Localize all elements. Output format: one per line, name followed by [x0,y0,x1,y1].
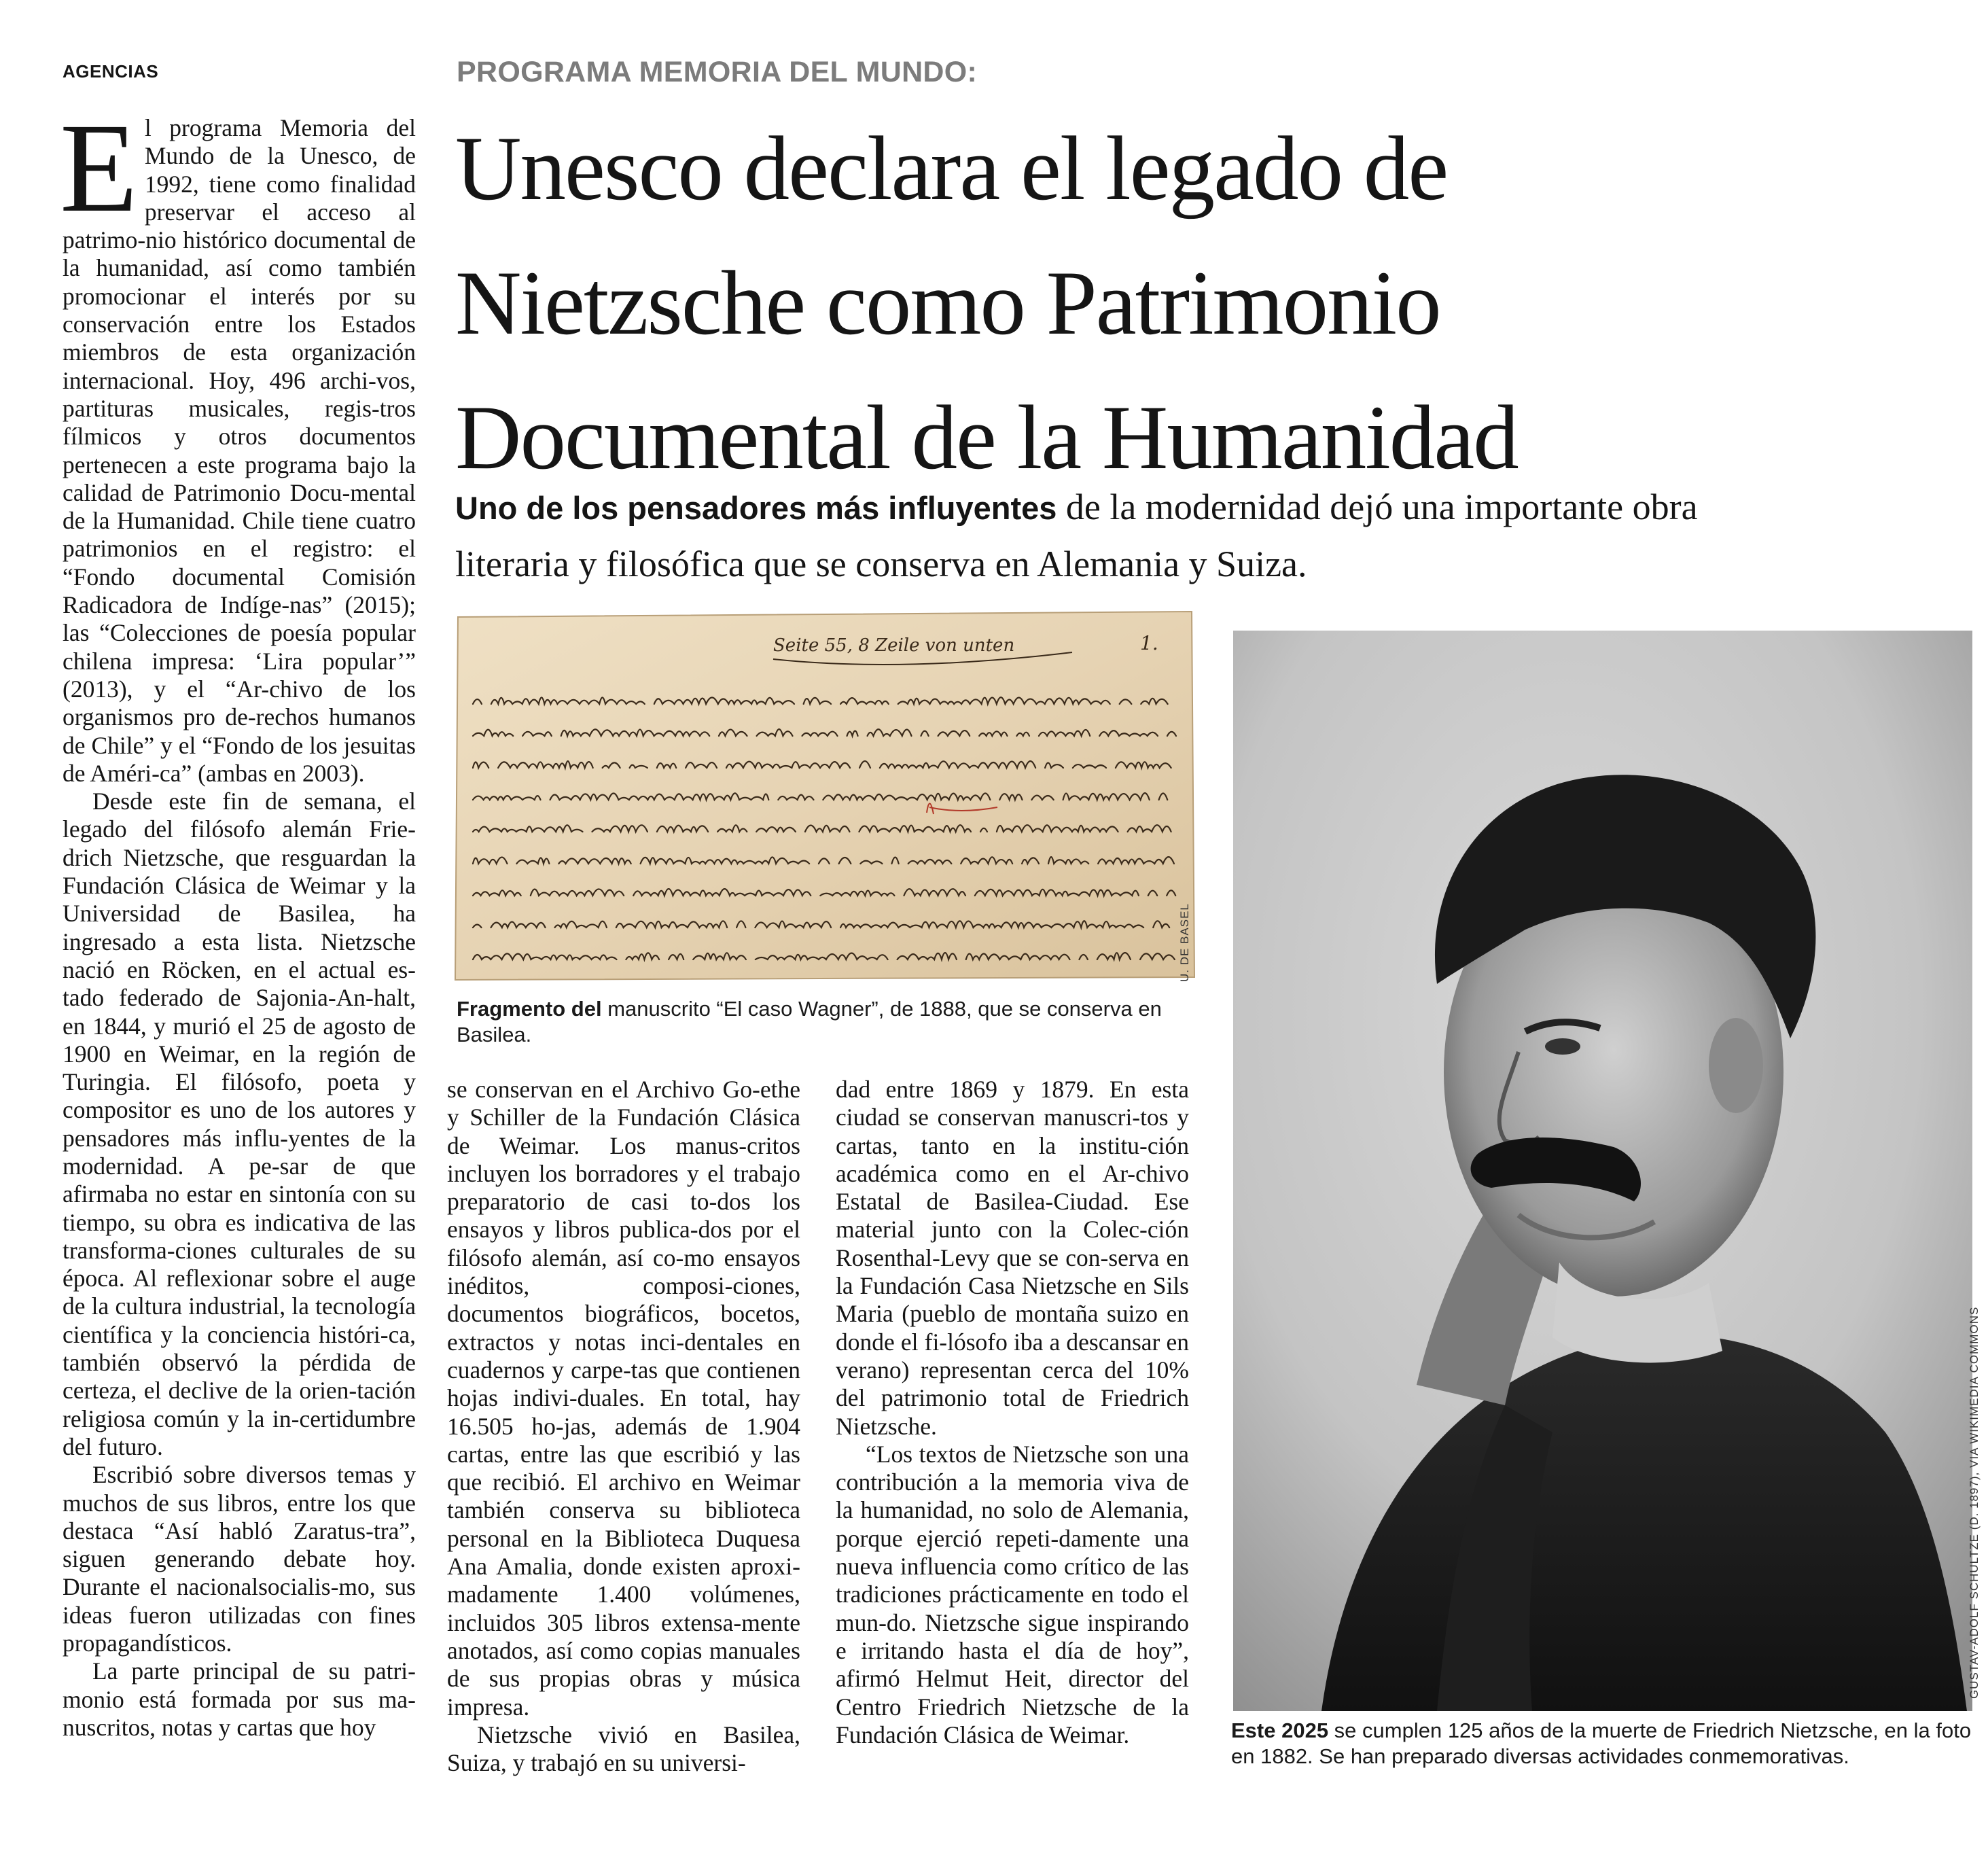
paragraph: dad entre 1869 y 1879. En esta ciudad se conservan manuscri-tos y cartas, tanto en la institu-ción académica como en el Ar-chivo Estatal de Basilea-Ciudad. Ese material junto con la Colec-ción Rosenthal-Levy que se con-serva en la Fundación Casa Nietzsche en Sils Maria (pueblo de montaña suizo en donde el fi-lósofo iba a descansar en verano) representan cerca del 10% del patrimonio total de Friedrich Nietzsche. [836,1076,1189,1440]
manuscript-page-number: 1. [1140,632,1158,654]
manuscript-header: Seite 55, 8 Zeile von unten [773,635,1015,656]
manuscript-caption [457,996,1197,1048]
dek [455,479,1970,592]
paragraph: Desde este fin de semana, el legado del filósofo alemán Frie-drich Nietzsche, que resguardan la Fundación Clásica de Weimar y la Universidad de Basilea, ha ingresado a esta lista. Nietzsche nació en Röcken, en el actual es-tado federado de Sajonia-An-halt, en 1844, y murió el 25 de agosto de 1900 en Weimar, en la región de Turingia. El filósofo, poeta y compositor es uno de los autores y pensadores más influ-yentes de la modernidad. A pe-sar de que afirmaba no estar en sintonía con su tiempo, su obra es indicativa de las transforma-ciones culturales de su época. Al reflexionar sobre el auge de la cultura industrial, la tecnología científica y la conciencia históri-ca, también observó la pérdida de certeza, el declive de la orien-tación religiosa común y la in-certidumbre del futuro. [63,788,416,1460]
paragraph: Escribió sobre diversos temas y muchos de sus libros, entre los que destaca “Así habló Zaratus-tra”, siguen generando debate hoy. Durante el nacionalsocialis-mo, sus ideas fueron utilizadas con fines propagandísticos. [63,1461,416,1657]
headline-line-3: Documental de la Humanidad [455,387,1518,489]
dek-lead: Uno de los pensadores más influyentes [455,490,1057,526]
portrait-credit: GUSTAV-ADOLF SCHULTZE (D. 1897), VIA WIKIMEDIA COMMONS [1968,1306,1981,1699]
manuscript-image [454,610,1196,981]
paragraph: La parte principal de su patri-monio está formada por sus ma-nuscritos, notas y cartas que hoy [63,1657,416,1741]
dek-line-2: literaria y filosófica que se conserva en Alemania y Suiza. [455,544,1307,584]
body-column-3 [836,1076,1189,1749]
paragraph: se conservan en el Archivo Go-ethe y Schiller de la Fundación Clásica de Weimar. Los manus-critos incluyen los borradores y el trabajo preparatorio de casi to-dos los ensayos y libros publica-dos por el filósofo alemán, así co-mo ensayos inéditos, composi-ciones, documentos biográficos, bocetos, extractos y notas inci-dentales en cuadernos y carpe-tas que contienen hojas indivi-duales. En total, hay 16.505 ho-jas, además de 1.904 cartas, entre las que escribió y las que recibió. El archivo en Weimar también conserva su biblioteca personal en la Biblioteca Duquesa Ana Amalia, donde existen aproxi-madamente 1.400 volúmenes, incluidos 305 libros extensa-mente anotados, así como copias manuales de sus propias obras y música impresa. [447,1076,800,1721]
portrait-photo [1233,631,1972,1711]
portrait-caption-lead: Este 2025 [1231,1718,1329,1742]
body-column-1 [60,96,416,1742]
byline: AGENCIAS [63,61,159,82]
portrait-caption-text: se cumplen 125 años de la muerte de Friedrich Nietzsche, en la foto en 1882. Se han preparado diversas actividades conmemorativas. [1231,1718,1972,1768]
portrait-caption [1231,1718,1978,1769]
kicker: PROGRAMA MEMORIA DEL MUNDO: [457,56,978,88]
paragraph [60,96,416,788]
headline-line-1: Unesco declara el legado de [455,118,1448,219]
headline-line-2: Nietzsche como Patrimonio [455,253,1440,354]
paragraph: “Los textos de Nietzsche son una contribución a la memoria viva de la humanidad, no solo de Alemania, porque ejerció repeti-damente una nueva influencia como crítico de las tradiciones prácticamente en todo el mun-do. Nietzsche sigue inspirando e irritando hasta el día de hoy”, afirmó Helmut Heit, director del Centro Friedrich Nietzsche de la Fundación Clásica de Weimar. [836,1440,1189,1748]
paragraph-text: l programa Memoria del Mundo de la Unesco, de 1992, tiene como finalidad preservar el acceso al patrimo-nio histórico documental de la humanidad, así como también promocionar el interés por su conservación entre los Estados miembros de esta organización internacional. Hoy, 496 archi-vos, partituras musicales, regis-tros fílmicos y otros documentos pertenecen a este programa bajo la calidad de Patrimonio Docu-mental de la Humanidad. Chile tiene cuatro patrimonios en el registro: el “Fondo documental Comisión Radicadora de Indíge-nas” (2015); las “Colecciones de poesía popular chilena impresa: ‘Lira popular’” (2013), y el “Ar-chivo de los organismos pro de-rechos humanos de Chile” y el “Fondo de los jesuitas de Améri-ca” (ambas en 2003). [63,114,416,787]
body-column-2 [447,1076,800,1777]
manuscript-caption-lead: Fragmento del [457,997,602,1021]
drop-cap: E [60,96,138,239]
paragraph: Nietzsche vivió en Basilea, Suiza, y trabajó en su universi- [447,1721,800,1777]
dek-line-1: de la modernidad dejó una importante obra [1057,487,1698,527]
manuscript-credit: U. DE BASEL [1178,903,1191,982]
headline [455,102,1970,506]
manuscript-caption-text: manuscrito “El caso Wagner”, de 1888, que se conserva en Basilea. [457,997,1162,1046]
